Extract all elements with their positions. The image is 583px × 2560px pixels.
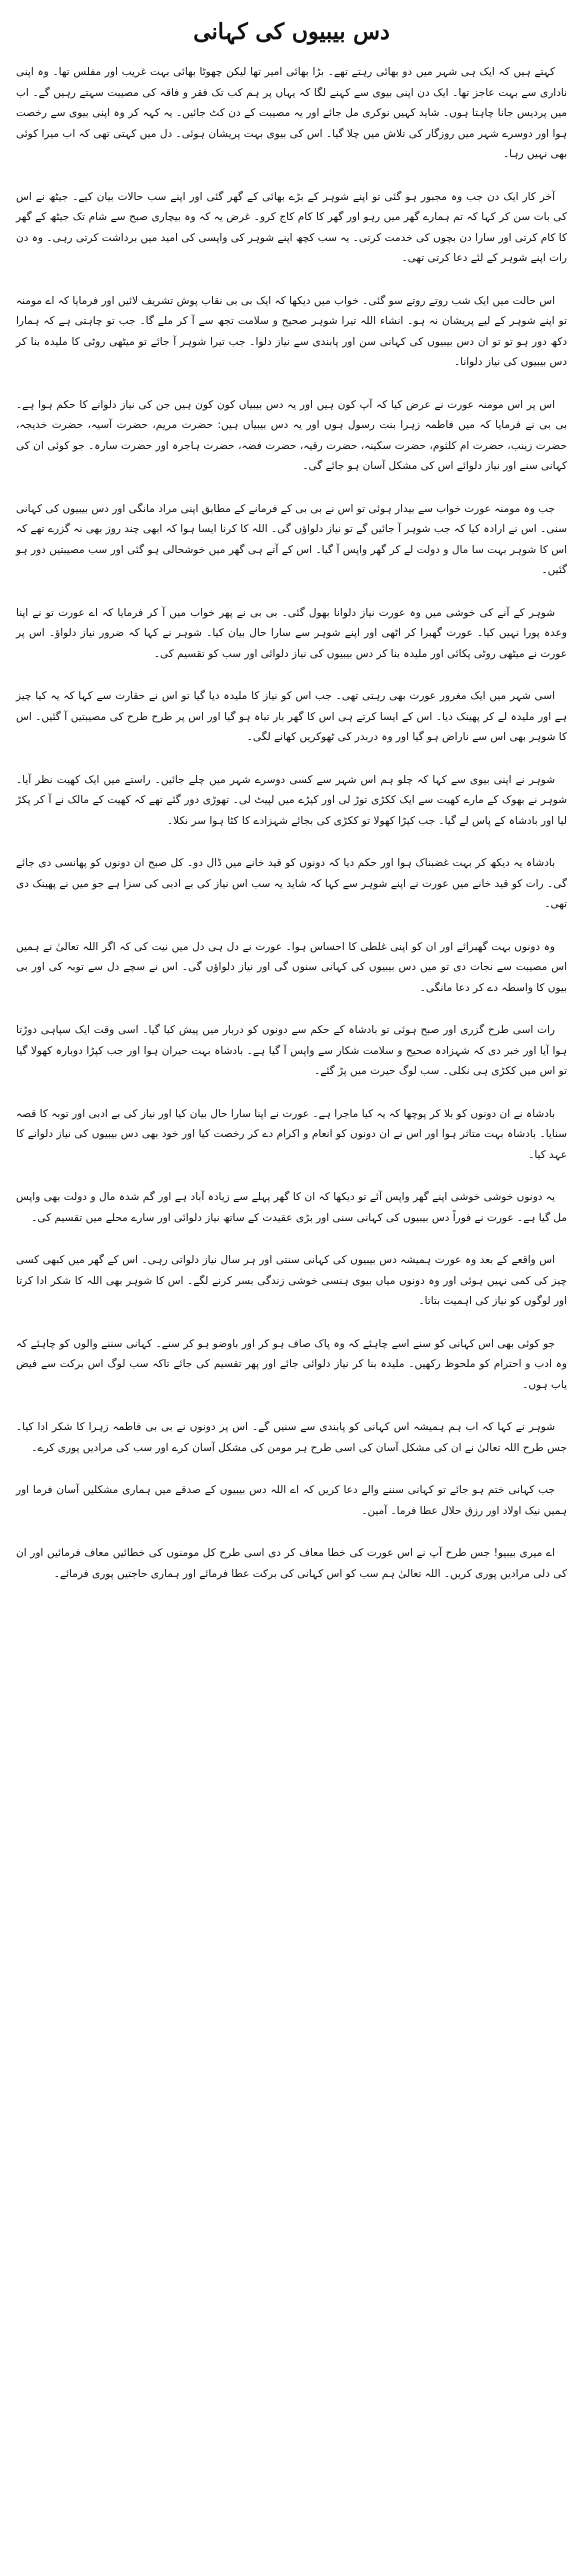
article-paragraph: کہتے ہیں کہ ایک ہی شہر میں دو بھائی رہتے تھے۔ بڑا بھائی امیر تھا لیکن چھوٹا بھائی بہت غریب اور مفلس تھا۔ وہ اپنی ناداری سے بہت عاجز تھا۔ ایک دن اپنی بیوی سے کہنے لگا کہ یہاں پر ہم کب تک فقر و فاقہ کی مصیبت سہتے رہیں گے۔ اب میں پردیس جانا چاہتا ہوں۔ شاید کہیں نوکری مل جائے اور یہ مصیبت کے دن کٹ جائیں۔ یہ کہہ کر وہ اپنی بیوی سے رخصت ہوا اور دوسرے شہر میں روزگار کی تلاش میں چلا گیا۔ اس کی بیوی بہت پریشان ہوئی۔ دل میں کہتی تھی کہ اب میرا کوئی بھی نہیں رہا۔ (16, 66, 567, 160)
article-paragraph: آخر کار ایک دن جب وہ مجبور ہو گئی تو اپنے شوہر کے بڑے بھائی کے گھر گئی اور اپنے سب حالات بیان کیے۔ جیٹھ نے اس کی بات سن کر کہا کہ تم ہمارے گھر میں رہو اور گھر کا کام کاج کرو۔ غرض یہ کہ وہ بیچاری صبح سے شام تک جیٹھ کے گھر کا کام کرتی اور سارا دن بچوں کی خدمت کرتی۔ یہ سب کچھ اپنے شوہر کی واپسی کی امید میں برداشت کرتی رہی۔ وہ دن رات اپنے شوہر کے لئے دعا کرتی تھی۔ (16, 190, 567, 264)
article-paragraph: اس پر اس مومنہ عورت نے عرض کیا کہ آپ کون ہیں اور یہ دس بیبیاں کون کون ہیں جن کی نیاز دلوانے کا حکم ہوا ہے۔ بی بی نے فرمایا کہ میں فاطمہ زہرا بنت رسول ہوں اور یہ دس بیبیاں ہیں: حضرت مریم، حضرت آسیہ، حضرت خدیجہ، حضرت زینب، حضرت ام کلثوم، حضرت سکینہ، حضرت رقیہ، حضرت فضہ، حضرت ہاجرہ اور حضرت سارہ۔ جو کوئی ان کی کہانی سنے اور نیاز دلوائے اس کی مشکل آسان ہو جائے گی۔ (16, 398, 567, 472)
article-paragraph: بادشاہ نے ان دونوں کو بلا کر پوچھا کہ یہ کیا ماجرا ہے۔ عورت نے اپنا سارا حال بیان کیا اور نیاز کی بے ادبی اور توبہ کا قصہ سنایا۔ بادشاہ بہت متاثر ہوا اور اس نے ان دونوں کو انعام و اکرام دے کر رخصت کیا اور خود بھی دس بیبیوں کی نیاز دلوانے کا عہد کیا۔ (16, 1107, 567, 1161)
article-paragraph: شوہر نے کہا کہ اب ہم ہمیشہ اس کہانی کو پابندی سے سنیں گے۔ اس پر دونوں نے بی بی فاطمہ زہرا کا شکر ادا کیا۔ جس طرح اللہ تعالیٰ نے ان کی مشکل آسان کی اسی طرح ہر مومن کی مشکل آسان کرے اور سب کی مرادیں پوری کرے۔ (16, 1421, 567, 1454)
article-paragraph: جب وہ مومنہ عورت خواب سے بیدار ہوئی تو اس نے بی بی کے فرمانے کے مطابق اپنی مراد مانگی اور دس بیبیوں کی کہانی سنی۔ اس نے ارادہ کیا کہ جب شوہر آ جائیں گے تو نیاز دلواؤں گی۔ اللہ کا کرنا ایسا ہوا کہ ابھی چند روز بھی نہ گزرے تھے کہ اس کا شوہر بہت سا مال و دولت لے کر گھر واپس آ گیا۔ اس کے آتے ہی گھر میں خوشحالی ہو گئی اور سب مصیبتیں دور ہو گئیں۔ (16, 502, 567, 576)
article-body (16, 62, 567, 1584)
article-paragraph: اسی شہر میں ایک مغرور عورت بھی رہتی تھی۔ جب اس کو نیاز کا ملیدہ دیا گیا تو اس نے حقارت سے کہا کہ یہ کیا چیز ہے اور ملیدہ لے کر پھینک دیا۔ اس کے ایسا کرتے ہی اس کا گھر بار تباہ ہو گیا اور اس پر طرح طرح کی مصیبتیں آ گئیں۔ اس کا شوہر بھی اس سے ناراض ہو گیا اور وہ دربدر کی ٹھوکریں کھانے لگی۔ (16, 690, 567, 743)
article-paragraph: اے میری بیبیو! جس طرح آپ نے اس عورت کی خطا معاف کر دی اسی طرح کل مومنوں کی خطائیں معاف فرمائیں اور ان کی دلی مرادیں پوری کریں۔ اللہ تعالیٰ ہم سب کو اس کہانی کی برکت عطا فرمائے اور ہماری حاجتیں پوری فرمائے۔ (16, 1547, 567, 1580)
article-paragraph: شوہر نے اپنی بیوی سے کہا کہ چلو ہم اس شہر سے کسی دوسرے شہر میں چلے جائیں۔ راستے میں ایک کھیت نظر آیا۔ شوہر نے بھوک کے مارے کھیت سے ایک ککڑی توڑ لی اور کپڑے میں لپیٹ لی۔ تھوڑی دور گئے تھے کہ کھیت کے مالک نے آ کر پکڑ لیا اور بادشاہ کے پاس لے گیا۔ جب کپڑا کھولا تو ککڑی کی بجائے شہزادے کا کٹا ہوا سر نکلا۔ (16, 773, 567, 827)
article-paragraph: وہ دونوں بہت گھبرائے اور ان کو اپنی غلطی کا احساس ہوا۔ عورت نے دل ہی دل میں نیت کی کہ اگر اللہ تعالیٰ نے ہمیں اس مصیبت سے نجات دی تو میں دس بیبیوں کی کہانی سنوں گی اور نیاز دلواؤں گی۔ اس نے سچے دل سے توبہ کی اور بی بیوں کا واسطہ دے کر دعا مانگی۔ (16, 940, 567, 994)
article-paragraph: اس حالت میں ایک شب روتے روتے سو گئی۔ خواب میں دیکھا کہ ایک بی بی نقاب پوش تشریف لائیں اور فرمایا کہ اے مومنہ تو اپنے شوہر کے لیے پریشان نہ ہو۔ انشاء اللہ تیرا شوہر صحیح و سلامت تجھ سے آ کر ملے گا۔ جب تو چاہتی ہے کہ ہمارا دکھ دور ہو تو تو ان دس بیبیوں کی کہانی سن اور پابندی سے نیاز دلوا۔ جب تیرا شوہر آ جائے تو میٹھی روٹی کا ملیدہ بنا کر دس بیبیوں کی نیاز دلوانا۔ (16, 294, 567, 368)
article-paragraph: رات اسی طرح گزری اور صبح ہوئی تو بادشاہ کے حکم سے دونوں کو دربار میں پیش کیا گیا۔ اسی وقت ایک سپاہی دوڑتا ہوا آیا اور خبر دی کہ شہزادہ صحیح و سلامت شکار سے واپس آ گیا ہے۔ بادشاہ بہت حیران ہوا اور جب کپڑا دوبارہ کھولا گیا تو اس میں ککڑی ہی نکلی۔ سب لوگ حیرت میں پڑ گئے۔ (16, 1024, 567, 1077)
article-paragraph: جو کوئی بھی اس کہانی کو سنے اسے چاہئے کہ وہ پاک صاف ہو کر اور باوضو ہو کر سنے۔ کہانی سننے والوں کو چاہئے کہ وہ ادب و احترام کو ملحوظ رکھیں۔ ملیدہ بنا کر نیاز دلوائی جائے اور پھر تقسیم کی جائے تاکہ سب لوگ اس برکت سے فیض یاب ہوں۔ (16, 1337, 567, 1391)
article-paragraph: شوہر کے آنے کی خوشی میں وہ عورت نیاز دلوانا بھول گئی۔ بی بی نے پھر خواب میں آ کر فرمایا کہ اے عورت تو نے اپنا وعدہ پورا نہیں کیا۔ عورت گھبرا کر اٹھی اور اپنے شوہر سے سارا حال بیان کیا۔ شوہر نے کہا کہ ضرور نیاز دلواؤ۔ اس پر عورت نے میٹھی روٹی پکائی اور ملیدہ بنا کر دس بیبیوں کی نیاز دلوائی اور سب کو تقسیم کی۔ (16, 606, 567, 660)
article-paragraph: یہ دونوں خوشی خوشی اپنے گھر واپس آئے تو دیکھا کہ ان کا گھر پہلے سے زیادہ آباد ہے اور گم شدہ مال و دولت بھی واپس مل گیا ہے۔ عورت نے فوراً دس بیبیوں کی کہانی سنی اور بڑی عقیدت کے ساتھ نیاز دلوائی اور سارے محلے میں تقسیم کی۔ (16, 1191, 567, 1224)
article-paragraph: جب کہانی ختم ہو جائے تو کہانی سننے والے دعا کریں کہ اے اللہ دس بیبیوں کے صدقے میں ہماری مشکلیں آسان فرما اور ہمیں نیک اولاد اور رزق حلال عطا فرما۔ آمین۔ (16, 1484, 567, 1517)
article-title: دس بیبیوں کی کہانی (193, 19, 390, 45)
article-paragraph: بادشاہ یہ دیکھ کر بہت غضبناک ہوا اور حکم دیا کہ دونوں کو قید خانے میں ڈال دو۔ کل صبح ان دونوں کو پھانسی دی جائے گی۔ رات کو قید خانے میں عورت نے اپنے شوہر سے کہا کہ شاید یہ سب اس نیاز کی بے ادبی کی سزا ہے جو میں نے پھینک دی تھی۔ (16, 857, 567, 910)
article-paragraph: اس واقعے کے بعد وہ عورت ہمیشہ دس بیبیوں کی کہانی سنتی اور ہر سال نیاز دلواتی رہی۔ اس کے گھر میں کبھی کسی چیز کی کمی نہیں ہوئی اور وہ دونوں میاں بیوی ہنسی خوشی زندگی بسر کرنے لگے۔ اس کا شوہر بھی اللہ کا شکر ادا کرتا اور لوگوں کو نیاز کی اہمیت بتاتا۔ (16, 1254, 567, 1307)
